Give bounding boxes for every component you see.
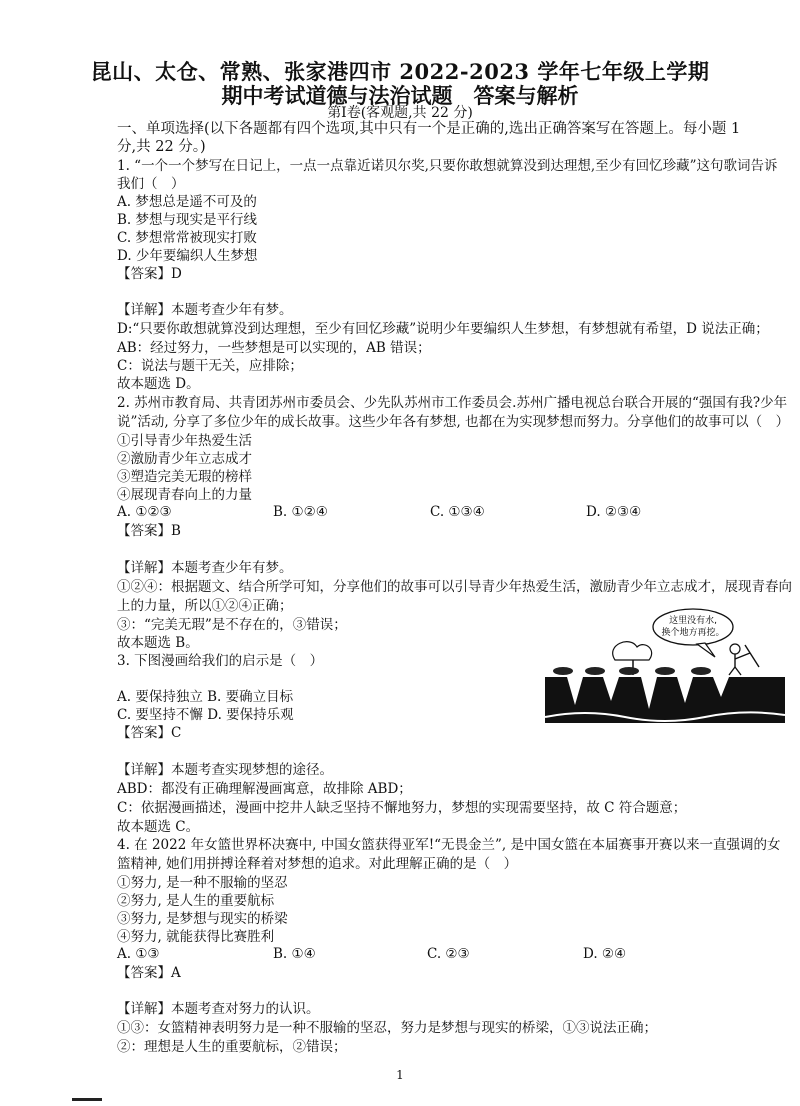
q4-item-4: ④努力, 就能获得比赛胜利 <box>117 929 275 945</box>
section-heading: 一、单项选择(以下各题都有四个选项,其中只有一个是正确的,选出正确答案写在答题上。每小题 1 <box>117 121 741 137</box>
q4-stem-cont: 篮精神, 她们用拼搏诠释着对梦想的追求。对此理解正确的是（ ） <box>117 856 518 872</box>
q1-analysis-3: C：说法与题干无关，应排除； <box>117 358 303 374</box>
q1-stem-cont: 我们（ ） <box>117 176 185 192</box>
scan-mark <box>72 1098 102 1101</box>
q4-item-3: ③努力, 是梦想与现实的桥梁 <box>117 911 288 927</box>
cartoon-caption-1: 这里没有水, <box>669 616 717 626</box>
q3-detail: 【详解】本题考查实现梦想的途径。 <box>117 762 333 778</box>
q4-answer: 【答案】A <box>117 965 181 981</box>
page-number: 1 <box>396 1068 404 1082</box>
q2-analysis-3: ③：“完美无瑕”是不存在的，③错误； <box>117 617 347 633</box>
well-digging-cartoon <box>545 605 785 725</box>
q2-answer: 【答案】B <box>117 523 181 539</box>
q2-item-3: ③塑造完美无瑕的榜样 <box>117 469 252 485</box>
q1-detail: 【详解】本题考查少年有梦。 <box>117 302 293 318</box>
part-title: 第Ⅰ卷(客观题,共 22 分) <box>327 105 473 121</box>
q3-analysis-3: 故本题选 C。 <box>117 819 200 835</box>
q4-stem: 4. 在 2022 年女篮世界杯决赛中, 中国女篮获得亚军!“无畏金兰”, 是中国女篮在本届赛事开赛以来一直强调的女 <box>117 837 781 853</box>
q4-item-2: ②努力, 是人生的重要航标 <box>117 893 275 909</box>
q4-item-1: ①努力, 是一种不服输的坚忍 <box>117 875 288 891</box>
section-heading-cont: 分,共 22 分。) <box>117 139 206 155</box>
q4-choice-d: D. ②④ <box>583 946 627 962</box>
q2-detail: 【详解】本题考查少年有梦。 <box>117 560 293 576</box>
q3-answer: 【答案】C <box>117 725 182 741</box>
q2-choice-c: C. ①③④ <box>430 504 485 520</box>
q2-item-1: ①引导青少年热爱生活 <box>117 433 252 449</box>
q3-analysis-1: ABD：都没有正确理解漫画寓意，故排除 ABD； <box>117 781 412 797</box>
q4-detail: 【详解】本题考查对努力的认识。 <box>117 1001 320 1017</box>
q3-options-row2: C. 要坚持不懈 D. 要保持乐观 <box>117 707 294 723</box>
q2-analysis-2: 上的力量，所以①②④正确； <box>117 598 293 614</box>
q4-analysis-1: ①③：女篮精神表明努力是一种不服输的坚忍，努力是梦想与现实的桥梁，①③说法正确； <box>117 1020 657 1036</box>
q2-stem-cont: 说”活动, 分享了多位少年的成长故事。这些少年各有梦想, 也都在为实现梦想而努力。分享他们的故事可以（ ） <box>117 414 790 430</box>
q4-choice-b: B. ①④ <box>273 946 316 962</box>
q2-choice-b: B. ①②④ <box>273 504 328 520</box>
q3-options-row1: A. 要保持独立 B. 要确立目标 <box>117 689 294 705</box>
q2-stem: 2. 苏州市教育局、共青团苏州市委员会、少先队苏州市工作委员会.苏州广播电视总台联合开展的“强国有我?少年 <box>117 395 788 411</box>
q1-option-b: B. 梦想与现实是平行线 <box>117 212 258 228</box>
q1-analysis-4: 故本题选 D。 <box>117 376 200 392</box>
q4-analysis-2: ②：理想是人生的重要航标，②错误； <box>117 1039 347 1055</box>
q2-choice-d: D. ②③④ <box>586 504 642 520</box>
q1-analysis-1: D:“只要你敢想就算没到达理想，至少有回忆珍藏”说明少年要编织人生梦想，有梦想就有希望，D 说法正确； <box>117 321 769 337</box>
q1-option-a: A. 梦想总是遥不可及的 <box>117 194 257 210</box>
q3-analysis-2: C：依据漫画描述，漫画中挖井人缺乏坚持不懈地努力，梦想的实现需要坚持，故 C 符合题意； <box>117 800 687 816</box>
q1-option-d: D. 少年要编织人生梦想 <box>117 248 258 264</box>
q2-item-4: ④展现青春向上的力量 <box>117 487 252 503</box>
q2-analysis-4: 故本题选 B。 <box>117 635 199 651</box>
q2-choice-a: A. ①②③ <box>117 504 172 520</box>
q4-choice-c: C. ②③ <box>427 946 470 962</box>
q4-choice-a: A. ①③ <box>117 946 160 962</box>
cartoon-caption-2: 换个地方再挖。 <box>661 628 725 638</box>
q1-answer: 【答案】D <box>117 266 182 282</box>
q1-option-c: C. 梦想常常被现实打败 <box>117 230 257 246</box>
q1-stem: 1. “一个一个梦写在日记上，一点一点靠近诺贝尔奖,只要你敢想就算没到达理想,至少有回忆珍藏”这句歌词告诉 <box>117 158 778 174</box>
q2-item-2: ②激励青少年立志成才 <box>117 451 252 467</box>
q1-analysis-2: AB：经过努力，一些梦想是可以实现的，AB 错误； <box>117 340 431 356</box>
document-title: 昆山、太仓、常熟、张家港四市 2022-2023 学年七年级上学期 <box>90 59 710 84</box>
q3-stem: 3. 下图漫画给我们的启示是（ ） <box>117 653 324 669</box>
q2-analysis-1: ①②④：根据题文、结合所学可知，分享他们的故事可以引导青少年热爱生活，激励青少年立志成才，展现青春向 <box>117 579 792 595</box>
document-subtitle: 期中考试道德与法治试题 答案与解析 <box>221 83 579 108</box>
